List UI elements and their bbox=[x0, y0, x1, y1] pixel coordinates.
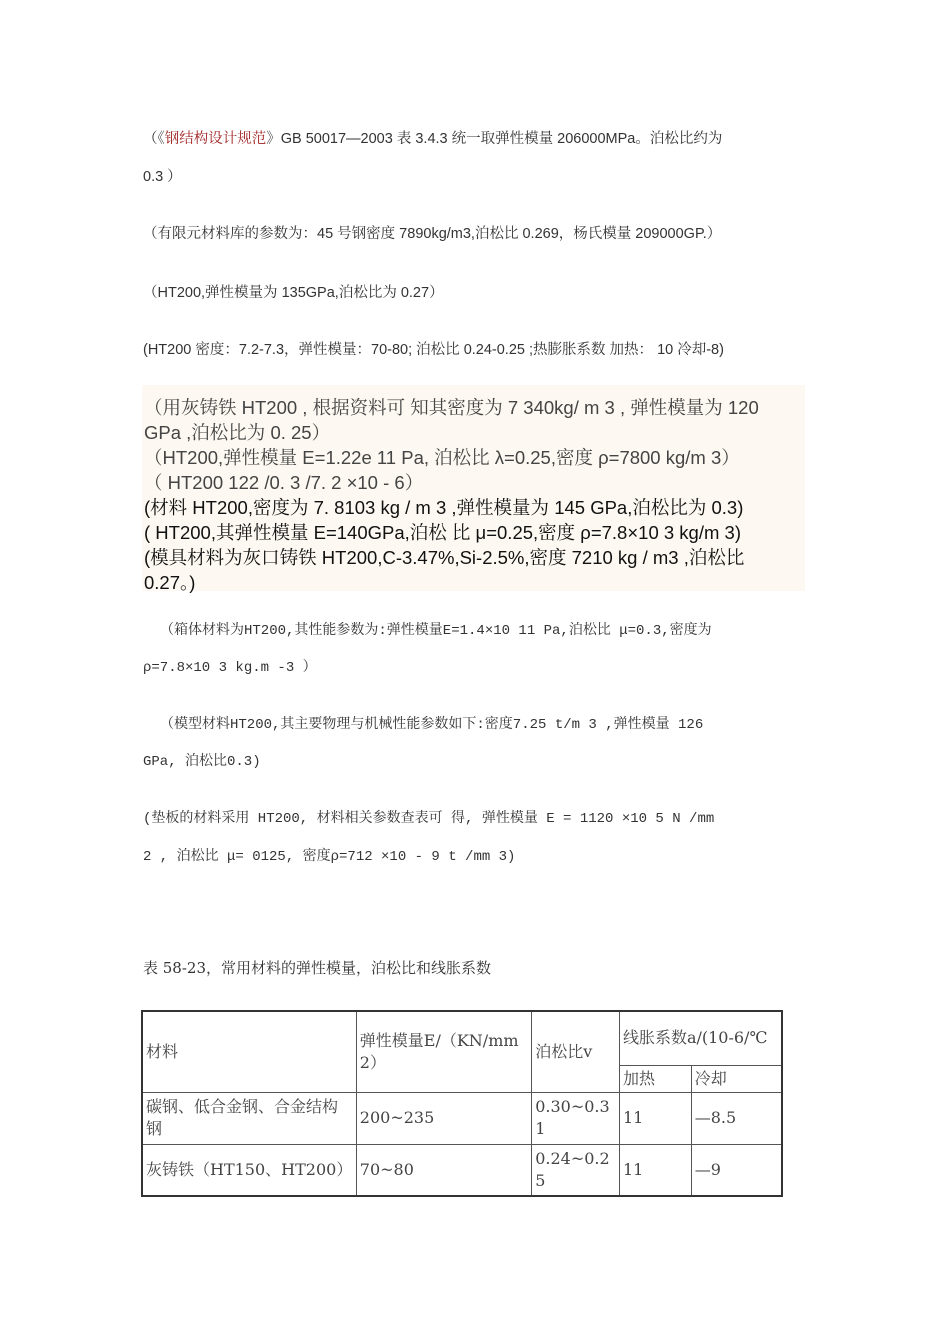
cell-modulus: 70~80 bbox=[356, 1144, 531, 1196]
cell-heating: 11 bbox=[619, 1092, 691, 1144]
paragraph-pad-line1: (垫板的材料采用 HT200, 材料相关参数查表可 得, 弹性模量 E = 1120 ×10 5 N /mm bbox=[143, 811, 715, 827]
paragraph-model-line2: GPa, 泊松比0.3) bbox=[143, 754, 261, 770]
paragraph-gearbox-line1: （箱体材料为HT200,其性能参数为:弹性模量E=1.4×10 11 Pa,泊松比 μ=0.3,密度为 bbox=[160, 623, 712, 639]
quote-line-2: GPa ,泊松比为 0. 25） bbox=[144, 422, 331, 443]
table-row bbox=[142, 1092, 782, 1144]
paragraph-fea-library: （有限元材料库的参数为：45 号钢密度 7890kg/m3,泊松比 0.269，杨氏模量 209000GP.） bbox=[143, 226, 722, 242]
quote-line-1: （用灰铸铁 HT200 , 根据资料可 知其密度为 7 340kg/ m 3 , 弹性模量为 120 bbox=[144, 397, 759, 418]
paragraph-gb-line1 bbox=[143, 127, 722, 148]
cell-heating: 11 bbox=[619, 1144, 691, 1196]
table-row bbox=[142, 1144, 782, 1196]
materials-table bbox=[141, 1010, 783, 1197]
cell-material: 灰铸铁（HT150、HT200） bbox=[142, 1144, 356, 1196]
cell-material: 碳钢、低合金钢、合金结构钢 bbox=[142, 1092, 356, 1144]
cell-cooling: —9 bbox=[691, 1144, 782, 1196]
quote-line-7: (模具材料为灰口铸铁 HT200,C-3.47%,Si-2.5%,密度 7210 kg / m3 ,泊松比 bbox=[144, 547, 745, 568]
quote-line-6: ( HT200,其弹性模量 E=140GPa,泊松 比 μ=0.25,密度 ρ=7.8×10 3 kg/m 3) bbox=[144, 522, 741, 543]
paragraph-model-line1: （模型材料HT200,其主要物理与机械性能参数如下:密度7.25 t/m 3 ,弹性模量 126 bbox=[160, 717, 704, 733]
table-caption: 表 58-23，常用材料的弹性模量，泊松比和线胀系数 bbox=[143, 959, 492, 977]
table-header-row bbox=[142, 1011, 782, 1065]
header-expansion: 线胀系数a/(10-6/℃ bbox=[619, 1011, 782, 1065]
paragraph-gb-text: 》GB 50017—2003 表 3.4.3 统一取弹性模量 206000MPa。泊松比约为 bbox=[266, 131, 723, 147]
header-modulus: 弹性模量E/（KN/mm2） bbox=[356, 1011, 531, 1092]
quote-open: （《 bbox=[143, 131, 165, 147]
steel-code-link[interactable]: 钢结构设计规范 bbox=[164, 131, 267, 147]
quote-line-3: （HT200,弹性模量 E=1.22e 11 Pa, 泊松比 λ=0.25,密度 ρ=7800 kg/m 3） bbox=[144, 447, 740, 468]
paragraph-ht200-135gpa: （HT200,弹性模量为 135GPa,泊松比为 0.27） bbox=[143, 285, 444, 301]
paragraph-ht200-density: (HT200 密度：7.2-7.3，弹性模量：70-80; 泊松比 0.24-0.25 ;热膨胀系数 加热： 10 冷却-8) bbox=[143, 342, 724, 358]
quote-line-8: 0.27。) bbox=[144, 572, 196, 593]
cell-modulus: 200~235 bbox=[356, 1092, 531, 1144]
quote-line-4: （ HT200 122 /0. 3 /7. 2 ×10 - 6） bbox=[144, 472, 424, 493]
cell-poisson: 0.24~0.25 bbox=[532, 1144, 620, 1196]
header-poisson: 泊松比v bbox=[532, 1011, 620, 1092]
header-material: 材料 bbox=[142, 1011, 356, 1092]
quote-line-5: (材料 HT200,密度为 7. 8103 kg / m 3 ,弹性模量为 145 GPa,泊松比为 0.3) bbox=[144, 497, 744, 518]
paragraph-gb-line2: 0.3 ） bbox=[143, 169, 182, 185]
header-cooling: 冷却 bbox=[691, 1065, 782, 1092]
cell-poisson: 0.30~0.31 bbox=[532, 1092, 620, 1144]
cell-cooling: —8.5 bbox=[691, 1092, 782, 1144]
header-heating: 加热 bbox=[619, 1065, 691, 1092]
paragraph-pad-line2: 2 , 泊松比 μ= 0125, 密度ρ=712 ×10 - 9 t /mm 3) bbox=[143, 849, 516, 865]
paragraph-gearbox-line2: ρ=7.8×10 3 kg.m -3 ） bbox=[143, 660, 317, 676]
